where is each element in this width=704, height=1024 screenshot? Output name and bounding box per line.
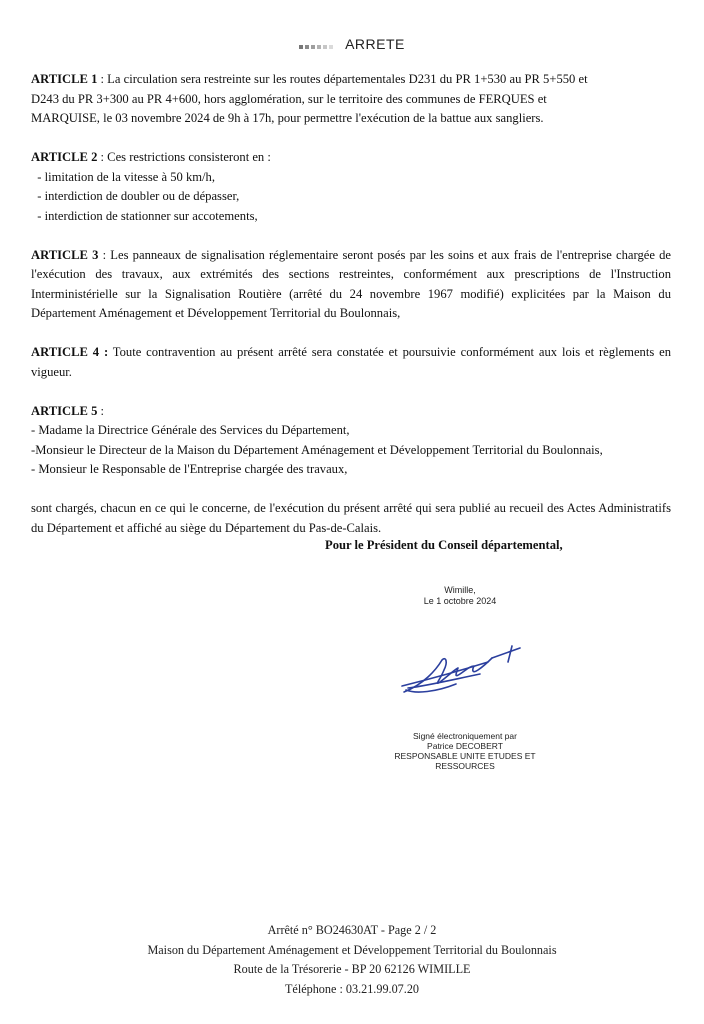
article-3-text: : Les panneaux de signalisation réglementaire seront posés par les soins et aux frais de l'entreprise chargée de l'exécution des travaux, aux extrémités des sections restreintes, conformément aux prescriptions de l'Instruction Interministérielle sur la Signalisation Routière (arrêté du 24 novembre 1967 modifié) explicitées par la Maison du Département Aménagement et Développement Territorial du Boulonnais,: [31, 247, 671, 320]
article-4-text: Toute contravention au présent arrêté sera constatée et poursuivie conformément aux lois et règlements en vigueur.: [31, 345, 671, 379]
article-5-line: [31, 402, 671, 422]
place: Wimille,: [444, 585, 476, 595]
header-dot: [329, 45, 333, 49]
signer-role: RESPONSABLE UNITE ETUDES ET RESSOURCES: [394, 751, 536, 771]
article-2-line: [31, 148, 671, 168]
header-dot: [299, 45, 303, 49]
footer-address: Route de la Trésorerie - BP 20 62126 WIMILLE: [233, 962, 471, 976]
footer-reference: Arrêté n° BO24630AT - Page 2 / 2: [267, 923, 437, 937]
article-1: [31, 70, 671, 129]
article-5-item: -Monsieur le Directeur de la Maison du Département Aménagement et Développement Territorial du Boulonnais,: [31, 442, 603, 457]
header-dot: [323, 45, 327, 49]
pour-le-president: Pour le Président du Conseil départemental,: [325, 538, 563, 552]
article-5: [31, 402, 671, 480]
document-header: [0, 36, 704, 53]
article-5-label: ARTICLE 5: [31, 403, 98, 418]
article-1-line: [31, 70, 671, 90]
article-5-item: - Monsieur le Responsable de l'Entreprise chargée des travaux,: [31, 462, 348, 476]
article-3: [31, 246, 671, 324]
article-3-label: ARTICLE 3: [31, 247, 99, 262]
handwritten-signature: [396, 640, 526, 700]
article-2-item: - interdiction de stationner sur accotements,: [31, 208, 258, 223]
document-title: ARRETE: [345, 36, 405, 52]
header-dot: [305, 45, 309, 49]
article-1-line: D243 du PR 3+300 au PR 4+600, hors agglomération, sur le territoire des communes de FERQUES et: [31, 91, 547, 106]
article-5-intro: :: [97, 403, 105, 418]
electronic-signature-note: [380, 731, 550, 771]
place-date: [395, 585, 525, 607]
header-dot: [317, 45, 321, 49]
article-5-item: - Madame la Directrice Générale des Services du Département,: [31, 423, 350, 437]
closing-paragraph: sont chargés, chacun en ce qui le concerne, de l'exécution du présent arrêté qui sera publié au recueil des Actes Administratifs du Département et affiché au siège du Département du Pas-de-Calais.: [31, 501, 671, 535]
footer-phone: Téléphone : 03.21.99.07.20: [284, 981, 420, 996]
article-4-label: ARTICLE 4 :: [31, 345, 109, 359]
header-dots-decoration: [299, 37, 335, 53]
header-dot: [311, 45, 315, 49]
article-2-label: ARTICLE 2: [31, 150, 98, 164]
signed-label: Signé électroniquement par: [413, 731, 517, 741]
article-1-text: : La circulation sera restreinte sur les routes départementales D231 du PR 1+530 au PR 5+550 et: [97, 72, 588, 86]
article-1-label: ARTICLE 1: [31, 72, 98, 86]
article-2-item: - limitation de la vitesse à 50 km/h,: [31, 169, 215, 184]
page-footer: [0, 921, 704, 999]
article-2-intro: : Ces restrictions consisteront en :: [97, 150, 271, 164]
article-1-line: MARQUISE, le 03 novembre 2024 de 9h à 17h, pour permettre l'exécution de la battue aux sangliers.: [31, 111, 544, 125]
signature-heading: [325, 538, 665, 553]
article-2: [31, 148, 671, 226]
document-body: [31, 70, 671, 558]
article-4: [31, 343, 671, 382]
article-2-item: - interdiction de doubler ou de dépasser,: [31, 189, 240, 203]
signer-name: Patrice DECOBERT: [427, 741, 503, 751]
date: Le 1 octobre 2024: [423, 596, 497, 606]
footer-organization: Maison du Département Aménagement et Développement Territorial du Boulonnais: [147, 942, 557, 957]
